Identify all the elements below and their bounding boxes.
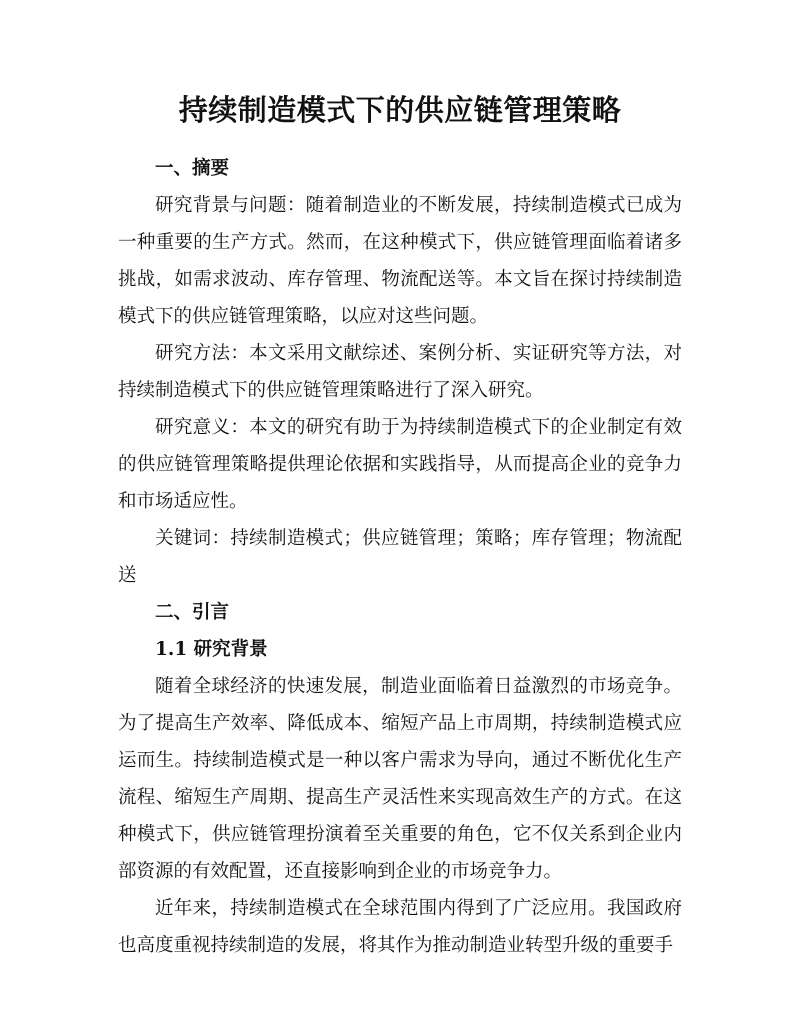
abstract-significance-paragraph: 研究意义：本文的研究有助于为持续制造模式下的企业制定有效的供应链管理策略提供理论依据和实践指导，从而提高企业的竞争力和市场适应性。	[118, 417, 682, 512]
introduction-paragraph-1: 随着全球经济的快速发展，制造业面临着日益激烈的市场竞争。为了提高生产效率、降低成本、缩短产品上市周期，持续制造模式应运而生。持续制造模式是一种以客户需求为导向，通过不断优化生产流程、缩短生产周期、提高生产灵活性来实现高效生产的方式。在这种模式下，供应链管理扮演着至关重要的角色，它不仅关系到企业内部资源的有效配置，还直接影响到企业的市场竞争力。	[118, 676, 682, 882]
abstract-method-paragraph: 研究方法：本文采用文献综述、案例分析、实证研究等方法，对持续制造模式下的供应链管理策略进行了深入研究。	[118, 343, 682, 401]
keywords-paragraph: 关键词：持续制造模式；供应链管理；策略；库存管理；物流配送	[118, 528, 682, 586]
subsection-heading-background: 1.1 研究背景	[155, 639, 268, 660]
section-heading-introduction: 二、引言	[155, 602, 230, 623]
abstract-background-paragraph: 研究背景与问题：随着制造业的不断发展，持续制造模式已成为一种重要的生产方式。然而，在这种模式下，供应链管理面临着诸多挑战，如需求波动、库存管理、物流配送等。本文旨在探讨持续制造模式下的供应链管理策略，以应对这些问题。	[118, 195, 682, 327]
introduction-paragraph-2: 近年来，持续制造模式在全球范围内得到了广泛应用。我国政府也高度重视持续制造的发展，将其作为推动制造业转型升级的重要手	[118, 898, 682, 956]
section-heading-abstract: 一、摘要	[155, 158, 230, 179]
document-title: 持续制造模式下的供应链管理策略	[178, 93, 622, 127]
